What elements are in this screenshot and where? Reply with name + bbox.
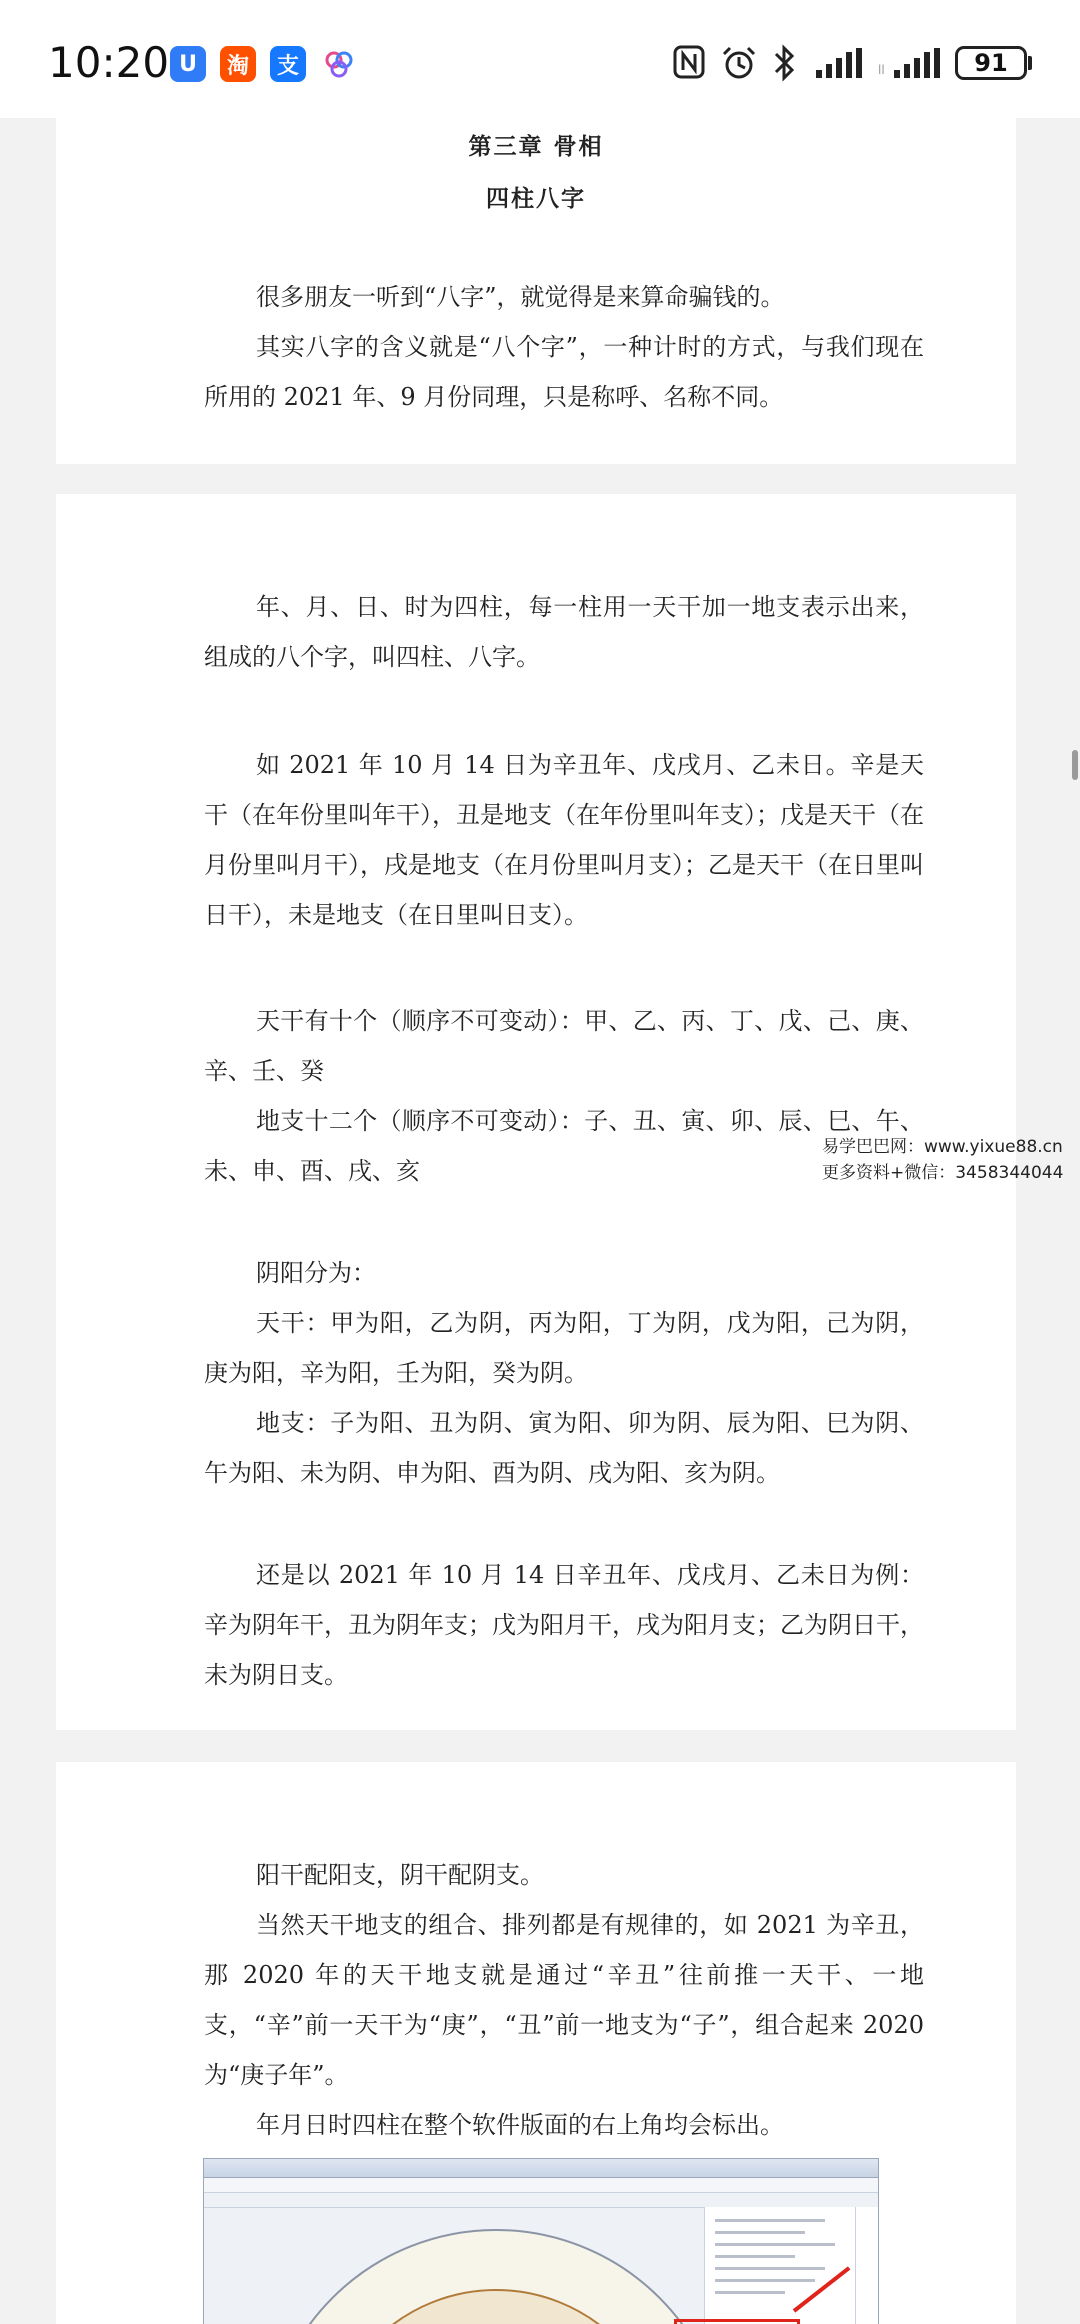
battery-indicator: 91	[955, 46, 1027, 80]
paragraph: 年、月、日、时为四柱，每一柱用一天干加一地支表示出来，组成的八个字，叫四柱、八字。	[204, 593, 924, 671]
scrollbar-thumb[interactable]	[1072, 750, 1078, 780]
screenshot-side-column	[855, 2207, 878, 2324]
document-page-1	[56, 118, 1016, 464]
app-u-icon: U	[170, 46, 206, 82]
paragraph: 地支十二个（顺序不可变动）：子、丑、寅、卯、辰、巳、午、未、申、酉、戌、亥	[204, 1107, 924, 1185]
taobao-icon: 淘	[220, 46, 256, 82]
paragraph: 阳干配阳支，阴干配阴支。	[256, 1861, 544, 1889]
paragraph: 年月日时四柱在整个软件版面的右上角均会标出。	[256, 2111, 784, 2139]
svg-text:ll: ll	[878, 63, 885, 77]
bluetooth-icon	[772, 44, 796, 86]
alarm-icon	[720, 44, 758, 86]
watermark-line: 更多资料+微信：3458344044	[822, 1163, 1064, 1183]
paragraph: 天干有十个（顺序不可变动）：甲、乙、丙、丁、戊、己、庚、辛、壬、癸	[204, 1007, 924, 1085]
alipay-icon: 支	[270, 46, 306, 82]
status-bar	[0, 0, 1080, 118]
screenshot-titlebar	[204, 2159, 878, 2178]
section-title: 四柱八字	[486, 185, 586, 212]
chapter-title: 第三章 骨相	[468, 133, 604, 160]
paragraph: 其实八字的含义就是“八个字”，一种计时的方式，与我们现在所用的 2021 年、9 月份同理，只是称呼、名称不同。	[204, 333, 924, 411]
paragraph: 地支：子为阳、丑为阴、寅为阳、卯为阴、辰为阳、巳为阴、午为阳、未为阴、申为阳、酉为阴、戌为阳、亥为阴。	[204, 1409, 924, 1487]
screenshot-info-panel	[704, 2207, 855, 2324]
watermark	[822, 1134, 1072, 1186]
software-screenshot-image	[203, 2158, 879, 2324]
paragraph: 天干：甲为阳，乙为阴，丙为阳，丁为阴，戊为阳，己为阴，庚为阳，辛为阳，壬为阳，癸为阴。	[204, 1309, 924, 1387]
status-time: 10:20	[48, 38, 170, 87]
paragraph: 如 2021 年 10 月 14 日为辛丑年、戊戌月、乙未日。辛是天干（在年份里叫年干），丑是地支（在年份里叫年支）；戊是天干（在月份里叫月干），戌是地支（在月份里叫月支）；乙是天干（在日里叫日干），未是地支（在日里叫日支）。	[204, 751, 924, 929]
signal-icon	[814, 48, 862, 84]
highlight-box	[674, 2319, 800, 2324]
watermark-line: 易学巴巴网：www.yixue88.cn	[822, 1137, 1063, 1157]
battery-tip	[1028, 56, 1032, 70]
signal2-icon	[878, 48, 940, 84]
paragraph: 当然天干地支的组合、排列都是有规律的，如 2021 为辛丑，那 2020 年的天干地支就是通过“辛丑”往前推一天干、一地支，“辛”前一天干为“庚”，“丑”前一地支为“子”，组合起来 2020 为“庚子年”。	[204, 1911, 924, 2089]
screenshot-menubar	[204, 2178, 878, 2193]
cluster-app-icon	[322, 48, 356, 86]
document-page-2	[56, 494, 1016, 1730]
nfc-icon	[672, 44, 706, 84]
paragraph: 还是以 2021 年 10 月 14 日辛丑年、戊戌月、乙未日为例：辛为阴年干，丑为阴年支；戊为阳月干，戌为阳月支；乙为阴日干，未为阴日支。	[204, 1561, 924, 1689]
document-page-3	[56, 1762, 1016, 2324]
paragraph: 阴阳分为：	[256, 1259, 376, 1287]
screenshot-toolbar	[204, 2193, 878, 2208]
paragraph: 很多朋友一听到“八字”，就觉得是来算命骗钱的。	[256, 283, 785, 311]
